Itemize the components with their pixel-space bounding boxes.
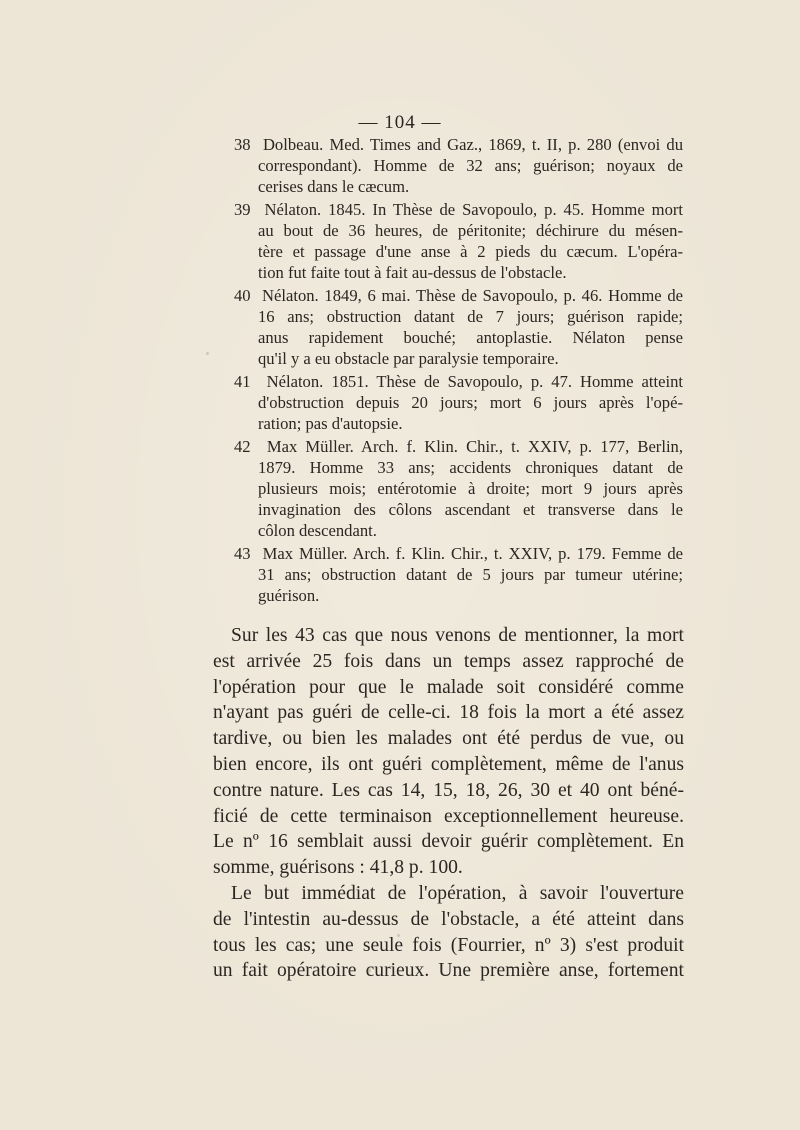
reference-line: tère et passage d'une anse à 2 pieds du cæcum. L'opéra- (258, 242, 683, 262)
page-number: — 104 — (358, 112, 442, 133)
reference-line-text: Max Müller. Arch. f. Klin. Chir., t. XXIV, p. 179. Femme de (262, 543, 684, 563)
reference-line: cerises dans le cæcum. (258, 177, 410, 197)
body-line: Sur les 43 cas que nous venons de mentionner, la mort (231, 625, 684, 646)
reference-number: 42 (234, 436, 251, 456)
body-line: somme, guérisons : 41,8 p. 100. (213, 857, 463, 879)
reference-line-text: Nélaton. 1851. Thèse de Savopoulo, p. 47. Homme atteint (266, 371, 683, 391)
paper-speck (366, 968, 371, 973)
reference-item (213, 543, 683, 607)
body-line: tardive, ou bien les malades ont été perdus de vue, ou (213, 728, 684, 750)
reference-line-text: Max Müller. Arch. f. Klin. Chir., t. XXIV, p. 177, Berlin, (266, 436, 684, 456)
reference-number: 41 (234, 371, 251, 391)
body-line: ficié de cette terminaison exceptionnellement heureuse. (213, 805, 684, 827)
reference-line (234, 543, 683, 564)
reference-line: anus rapidement bouché; antoplastie. Nélaton pense (258, 328, 683, 348)
body-line: tous les cas; une seule fois (Fourrier, nº 3) s'est produit (213, 934, 684, 956)
paragraph (213, 881, 684, 984)
reference-line-text: Nélaton. 1845. In Thèse de Savopoulo, p. 45. Homme mort (264, 199, 683, 219)
reference-line (234, 285, 683, 306)
reference-line: 16 ans; obstruction datant de 7 jours; guérison rapide; (258, 307, 683, 326)
body-text (213, 623, 684, 984)
reference-item (213, 436, 683, 542)
reference-number: 39 (234, 199, 251, 219)
paper-speck (206, 352, 209, 355)
reference-line: correspondant). Homme de 32 ans; guérison; noyaux de (258, 156, 683, 176)
paragraph (213, 623, 684, 881)
body-line: de l'intestin au-dessus de l'obstacle, a été atteint dans (213, 908, 684, 930)
reference-line: 31 ans; obstruction datant de 5 jours par tumeur utérine; (258, 565, 683, 584)
reference-number: 38 (234, 135, 251, 154)
reference-line: 1879. Homme 33 ans; accidents chroniques datant de (258, 457, 683, 477)
reference-number: 43 (234, 543, 251, 563)
reference-number: 40 (234, 285, 251, 305)
reference-line: au bout de 36 heures, de péritonite; déchirure du mésen- (258, 221, 683, 240)
reference-line-text: Nélaton. 1849, 6 mai. Thèse de Savopoulo, p. 46. Homme de (262, 285, 683, 305)
reference-item (213, 371, 683, 435)
reference-line: tion fut faite tout à fait au-dessus de l'obstacle. (258, 263, 567, 283)
reference-line: plusieurs mois; entérotomie à droite; mort 9 jours après (258, 479, 683, 498)
reference-list (213, 134, 683, 608)
paper-speck (397, 934, 400, 937)
body-line: un fait opératoire curieux. Une première anse, fortement (213, 960, 684, 982)
reference-line (234, 199, 683, 220)
reference-line: côlon descendant. (258, 521, 377, 541)
reference-line: guérison. (258, 586, 320, 606)
reference-item (213, 199, 683, 284)
body-line: bien encore, ils ont guéri complètement, même de l'anus (213, 753, 684, 775)
reference-line (234, 436, 683, 457)
reference-line: ration; pas d'autopsie. (258, 414, 403, 434)
reference-line: invagination des côlons ascendant et transverse dans le (258, 500, 683, 520)
reference-line (234, 371, 683, 392)
reference-line: qu'il y a eu obstacle par paralysie temporaire. (258, 349, 559, 369)
body-line: est arrivée 25 fois dans un temps assez rapproché de (213, 650, 684, 672)
body-line: Le but immédiat de l'opération, à savoir l'ouverture (231, 882, 684, 904)
reference-line: d'obstruction depuis 20 jours; mort 6 jours après l'opé- (258, 393, 683, 412)
reference-line (234, 134, 683, 155)
reference-item (213, 285, 683, 370)
reference-item (213, 134, 683, 198)
reference-line-text: Dolbeau. Med. Times and Gaz., 1869, t. II, p. 280 (envoi du (262, 135, 683, 154)
body-line: n'ayant pas guéri de celle-ci. 18 fois la mort a été assez (213, 702, 684, 724)
body-line: Le nº 16 semblait aussi devoir guérir complètement. En (213, 831, 684, 853)
body-line: contre nature. Les cas 14, 15, 18, 26, 30 et 40 ont béné- (213, 779, 684, 801)
body-line: l'opération pour que le malade soit considéré comme (213, 676, 684, 698)
